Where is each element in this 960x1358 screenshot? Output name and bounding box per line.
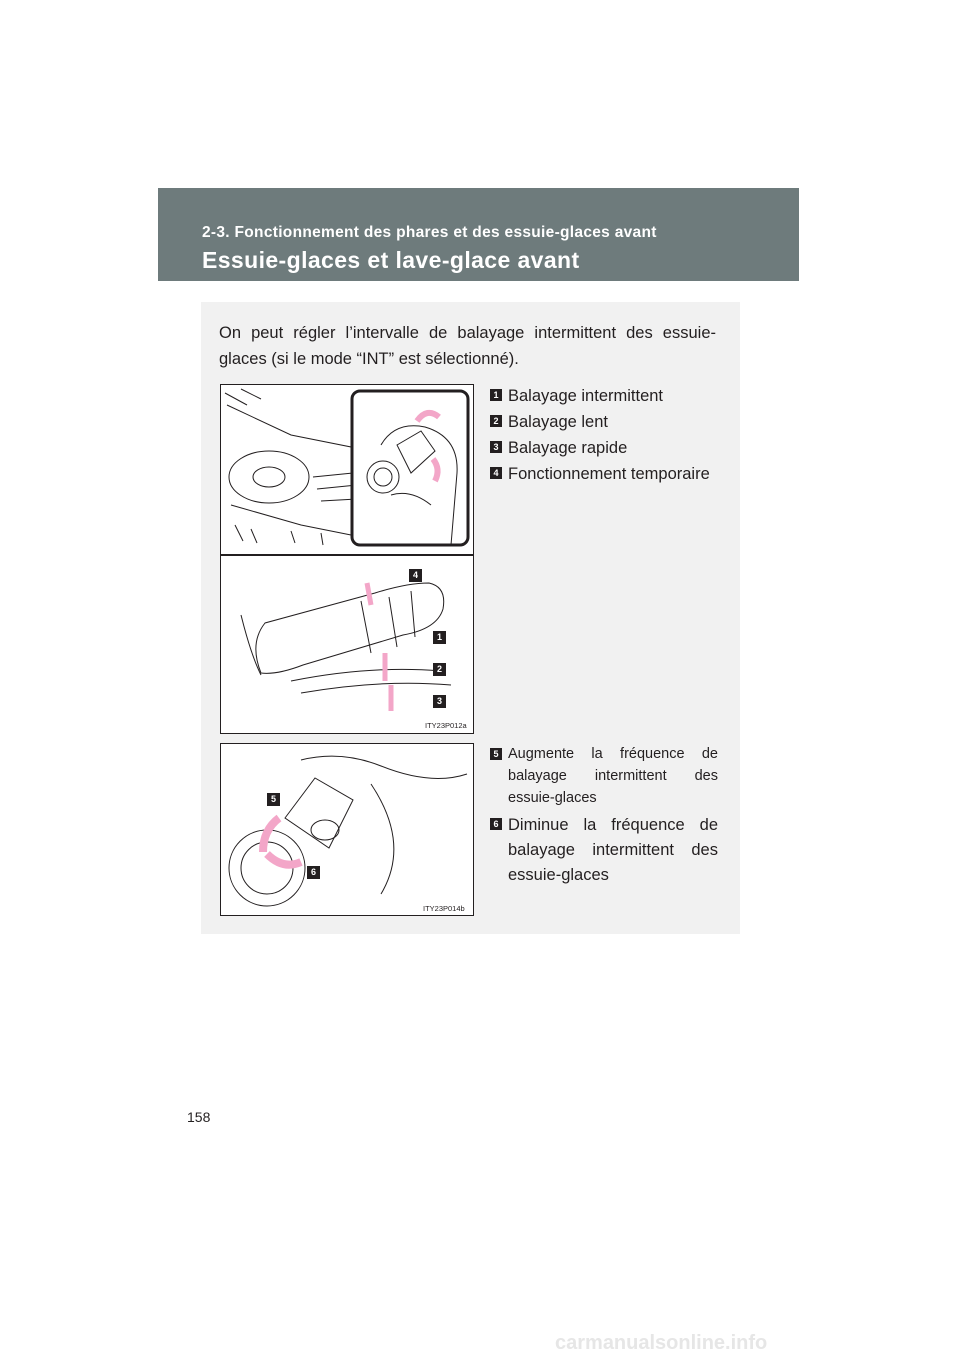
callout-1: 1 — [433, 631, 446, 644]
legend-text: Balayage intermittent — [508, 387, 664, 405]
page-heading: Essuie-glaces et lave-glace avant — [202, 247, 580, 273]
page-number: 158 — [187, 1109, 211, 1125]
legend-text: Balayage lent — [508, 413, 608, 431]
callout-6: 6 — [307, 866, 320, 879]
figure-code: ITY23P012a — [425, 721, 467, 730]
legend-number: 2 — [490, 415, 502, 427]
wiper-lever-drawing — [221, 385, 473, 733]
legend-number: 4 — [490, 467, 502, 479]
legend-text: Fonctionnement temporaire — [508, 465, 710, 483]
wiper-frequency-drawing — [221, 744, 473, 915]
callout-4: 4 — [409, 569, 422, 582]
legend-number: 5 — [490, 748, 502, 760]
content-panel — [201, 302, 740, 934]
callout-5: 5 — [267, 793, 280, 806]
legend-text: Diminue la fréquence de balayage intermittent des essuie-glaces — [508, 816, 718, 884]
figure-code: ITY23P014b — [423, 904, 465, 913]
callout-3: 3 — [433, 695, 446, 708]
legend-text: Balayage rapide — [508, 439, 628, 457]
wiper-frequency-illustration — [220, 743, 474, 916]
callout-2: 2 — [433, 663, 446, 676]
wiper-lever-illustration — [220, 384, 474, 734]
intro-text: On peut régler l’intervalle de balayage intermittent des essuie-glaces (si le mode “INT” est sélectionné). — [219, 324, 716, 368]
section-title: 2-3. Fonctionnement des phares et des essuie-glaces avant — [202, 224, 657, 241]
section-header — [158, 188, 799, 281]
watermark: carmanualsonline.info — [555, 1332, 768, 1354]
legend-number: 1 — [490, 389, 502, 401]
legend-number: 6 — [490, 818, 502, 830]
legend-text: Augmente la fréquence de balayage intermittent des essuie-glaces — [508, 746, 718, 806]
legend-number: 3 — [490, 441, 502, 453]
